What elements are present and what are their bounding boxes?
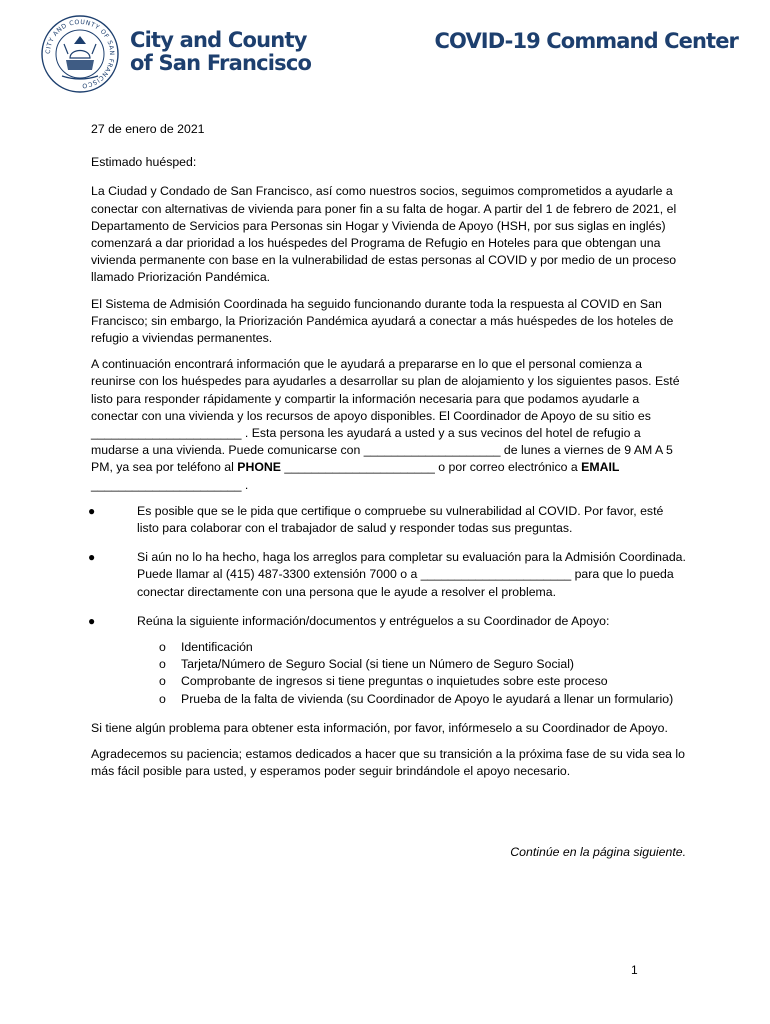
phone-label: PHONE: [237, 460, 282, 475]
org-name-line1: City and County: [130, 28, 307, 52]
sub-item-text: Identificación: [181, 640, 253, 655]
email-label: EMAIL: [581, 460, 620, 475]
letter-greeting: Estimado huésped:: [91, 155, 197, 170]
sub-bullet-icon: o: [159, 674, 166, 689]
list-item: [88, 613, 686, 708]
paragraph-instructions-email-text: ______________________ .: [91, 477, 249, 492]
command-center-title: COVID-19 Command Center: [434, 29, 738, 53]
org-name: [130, 29, 311, 75]
list-item: [88, 503, 686, 537]
list-item: [88, 549, 686, 601]
bullet-icon: ●: [88, 613, 96, 628]
sub-bullet-icon: o: [159, 691, 166, 706]
city-seal-icon: [40, 14, 120, 94]
paragraph-instructions-phone-text: ______________________ o por correo electrónico a: [281, 460, 582, 475]
bullet-text: Si aún no lo ha hecho, haga los arreglos para completar su evaluación para la Admisión Coordinada. Puede llamar al (415) 487-3300 extensión 7000 o a ______________________ para que lo pueda conectar directamente con una persona que le ayude a resolver el problema.: [137, 550, 686, 599]
list-item: [137, 639, 686, 656]
document-checklist: [137, 639, 686, 708]
continue-note: Continúe en la página siguiente.: [510, 845, 686, 859]
paragraph-instructions: [91, 356, 686, 494]
letter-date: 27 de enero de 2021: [91, 122, 205, 136]
seal-lettering: CITY AND COUNTY OF SAN FRANCISCO: [44, 18, 116, 90]
list-item: [137, 656, 686, 673]
bullet-text: Es posible que se le pida que certifique o compruebe su vulnerabilidad al COVID. Por favor, esté listo para colaborar con el trabajador de salud y responder todas sus preguntas.: [137, 503, 664, 536]
page-number: 1: [631, 963, 638, 977]
paragraph-problems: Si tiene algún problema para obtener esta información, por favor, infórmeselo a su Coordinador de Apoyo.: [91, 720, 668, 735]
bullet-icon: ●: [88, 503, 96, 518]
list-item: [137, 673, 686, 690]
org-name-line2: of San Francisco: [130, 51, 312, 75]
sub-item-text: Tarjeta/Número de Seguro Social (si tiene un Número de Seguro Social): [181, 657, 575, 672]
paragraph-intro: La Ciudad y Condado de San Francisco, así como nuestros socios, seguimos comprometidos a ayudarle a conectar con alternativas de vivienda para poner fin a su falta de hogar. A partir del 1 de febrero de 2021, el Departamento de Servicios para Personas sin Hogar y Vivienda de Apoyo (HSH, por sus siglas en inglés) comenzará a dar prioridad a los huéspedes del Programa de Refugio en Hoteles para que obtengan una vivienda permanente con base en la vulnerabilidad de estas personas al COVID y por medio de un proceso llamado Priorización Pandémica.: [91, 184, 677, 285]
bullet-text: Reúna la siguiente información/documentos y entréguelos a su Coordinador de Apoyo:: [137, 613, 610, 628]
list-item: [137, 691, 686, 708]
paragraph-coordinated-entry: El Sistema de Admisión Coordinada ha seguido funcionando durante toda la respuesta al COVID en San Francisco; sin embargo, la Priorización Pandémica ayudará a conectar a más huéspedes de los hoteles de refugio a viviendas permanentes.: [91, 296, 674, 346]
sub-bullet-icon: o: [159, 640, 166, 655]
bullet-list: [88, 503, 686, 708]
bullet-icon: ●: [88, 550, 96, 565]
sub-item-text: Prueba de la falta de vivienda (su Coordinador de Apoyo le ayudará a llenar un formulario): [181, 691, 674, 706]
paragraph-closing: Agradecemos su paciencia; estamos dedicados a hacer que su transición a la próxima fase de su vida sea lo más fácil posible para usted, y esperamos poder seguir brindándole el apoyo necesario.: [91, 747, 686, 779]
sub-bullet-icon: o: [159, 657, 166, 672]
letterhead: [38, 12, 738, 92]
sub-item-text: Comprobante de ingresos si tiene preguntas o inquietudes sobre este proceso: [181, 674, 608, 689]
paragraph-instructions-text: A continuación encontrará información que le ayudará a prepararse en lo que el personal comienza a reunirse con los huéspedes para ayudarles a desarrollar su plan de alojamiento y los siguientes pasos. Esté listo para responder rápidamente y compartir la información necesaria para que podamos ayudarle a conectar con una vivienda y los recursos de apoyo disponibles. El Coordinador de Apoyo de su sitio es ______________________ . Esta persona les ayudará a usted y a sus vecinos del hotel de refugio a mudarse a una vivienda. Puede comunicarse con ____________________ de lunes a viernes de 9 AM A 5 PM, ya sea por teléfono al: [91, 357, 680, 475]
letter-body: [88, 121, 686, 790]
